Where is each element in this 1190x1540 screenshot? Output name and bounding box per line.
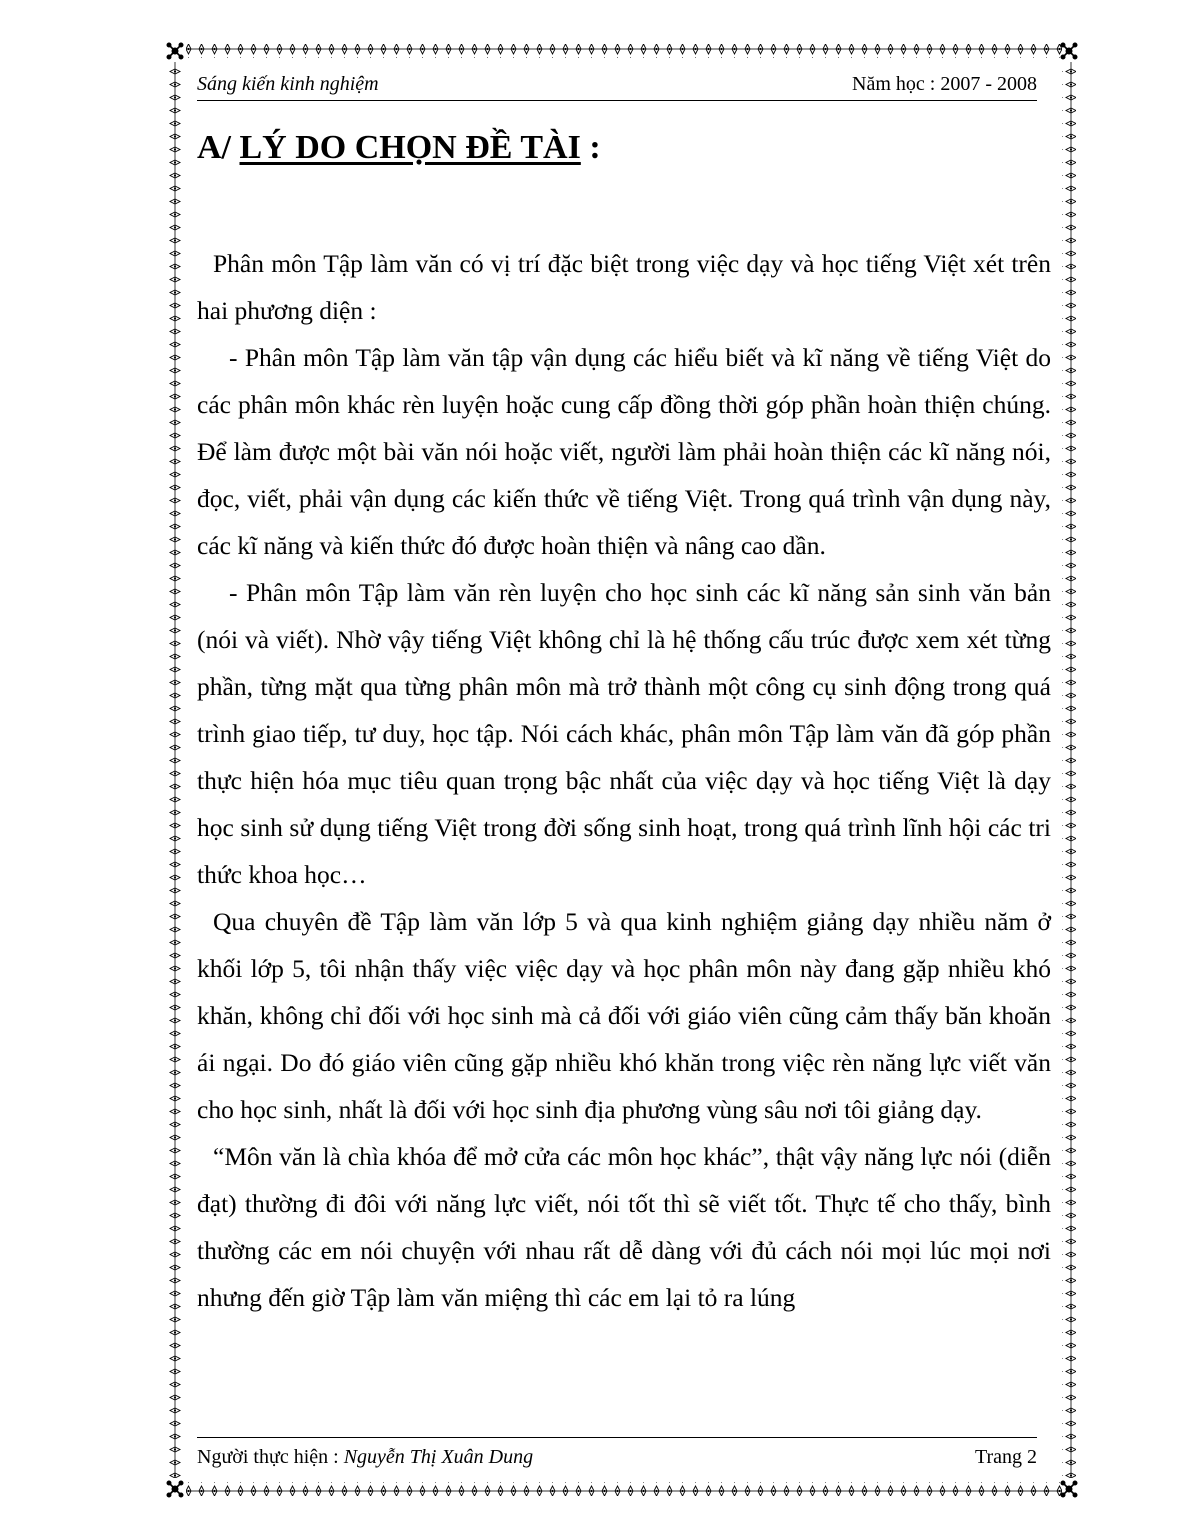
section-title-text: LÝ DO CHỌN ĐỀ TÀI — [239, 129, 581, 166]
section-title-suffix: : — [580, 129, 601, 166]
body-text — [197, 240, 1051, 1321]
footer-author-line — [197, 1438, 533, 1476]
page-footer — [197, 1437, 1037, 1476]
footer-page-number: Trang 2 — [974, 1446, 1037, 1468]
paragraph-quote: “Môn văn là chìa khóa để mở cửa các môn học khác”, thật vậy năng lực nói (diễn đạt) thường đi đôi với năng lực viết, nói tốt thì sẽ viết tốt. Thực tế cho thấy, bình thường các em nói chuyện với nhau rất dễ dàng với đủ cách nói mọi lúc mọi nơi nhưng đến giờ Tập làm văn miệng thì các em lại tỏ ra lúng — [197, 1142, 1051, 1312]
section-title-prefix: A/ — [197, 129, 240, 166]
header-school-year: Năm học : 2007 - 2008 — [852, 73, 1037, 95]
footer-author-name: Nguyễn Thị Xuân Dung — [343, 1446, 534, 1468]
paragraph-point-2: - Phân môn Tập làm văn rèn luyện cho học sinh các kĩ năng sản sinh văn bản (nói và viết). Nhờ vậy tiếng Việt không chỉ là hệ thống cấu trúc được xem xét từng phần, từng mặt qua từng phân môn mà trở thành một công cụ sinh động trong quá trình giao tiếp, tư duy, học tập. Nói cách khác, phân môn Tập làm văn đã góp phần thực hiện hóa mục tiêu quan trọng bậc nhất của việc dạy và học tiếng Việt là dạy học sinh sử dụng tiếng Việt trong đời sống sinh hoạt, trong quá trình lĩnh hội các tri thức khoa học… — [197, 578, 1051, 889]
border-left-edge — [168, 62, 182, 1478]
paragraph-experience: Qua chuyên đề Tập làm văn lớp 5 và qua kinh nghiệm giảng dạy nhiều năm ở khối lớp 5, tôi nhận thấy việc việc dạy và học phân môn này đang gặp nhiều khó khăn, không chỉ đối với học sinh mà cả đối với giáo viên cũng cảm thấy băn khoăn ái ngại. Do đó giáo viên cũng gặp nhiều khó khăn trong việc rèn năng lực viết văn cho học sinh, nhất là đối với học sinh địa phương vùng sâu nơi tôi giảng dạy. — [197, 907, 1051, 1124]
page-header — [197, 70, 1037, 101]
border-top-edge — [186, 44, 1062, 58]
header-document-type: Sáng kiến kinh nghiệm — [197, 73, 379, 95]
footer-author-label: Người thực hiện : — [197, 1446, 344, 1468]
paragraph-intro: Phân môn Tập làm văn có vị trí đặc biệt trong việc dạy và học tiếng Việt xét trên hai phương diện : — [197, 249, 1051, 325]
border-right-edge — [1062, 62, 1076, 1478]
border-bottom-edge — [186, 1482, 1062, 1496]
paragraph-point-1: - Phân môn Tập làm văn tập vận dụng các hiểu biết và kĩ năng về tiếng Việt do các phân môn khác rèn luyện hoặc cung cấp đồng thời góp phần hoàn thiện chúng. Để làm được một bài văn nói hoặc viết, người làm phải hoàn thiện các kĩ năng nói, đọc, viết, phải vận dụng các kiến thức về tiếng Việt. Trong quá trình vận dụng này, các kĩ năng và kiến thức đó được hoàn thiện và nâng cao dần. — [197, 343, 1051, 560]
section-title — [197, 124, 601, 172]
